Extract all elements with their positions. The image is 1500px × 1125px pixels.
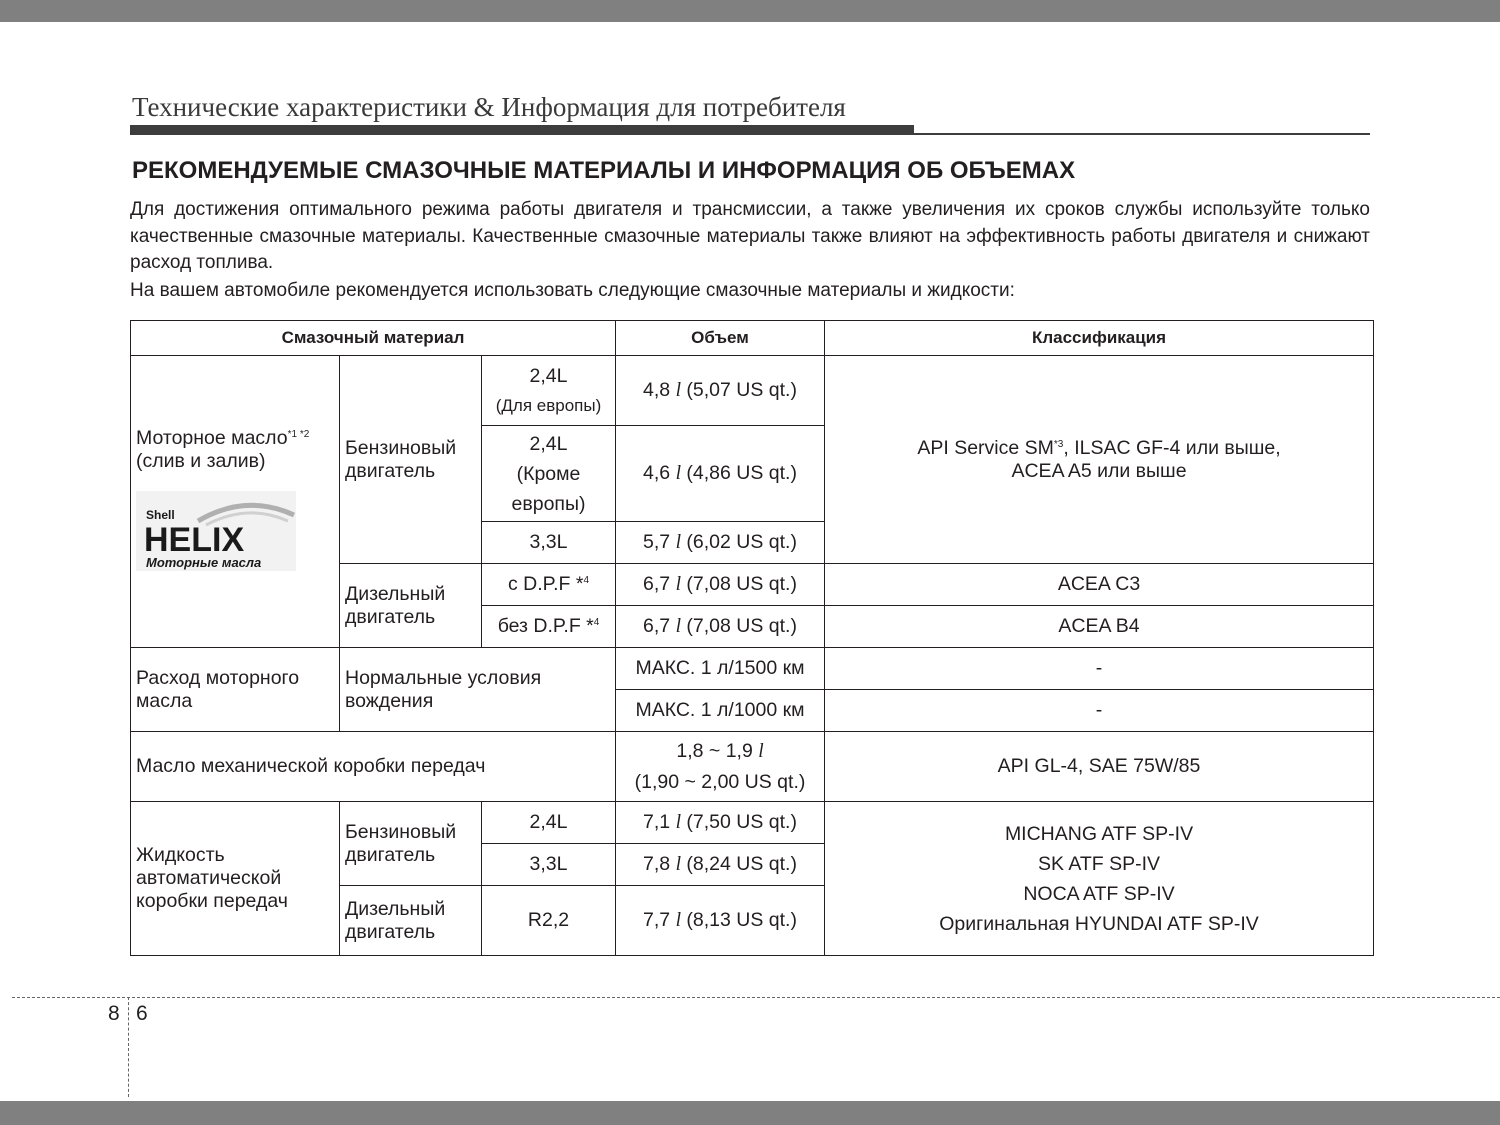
header-classification: Классификация bbox=[825, 321, 1374, 356]
engine-oil-label-cell bbox=[131, 356, 340, 648]
table-row bbox=[131, 648, 1374, 690]
driving-condition: Нормальные условия вождения bbox=[340, 648, 616, 732]
page-heading: РЕКОМЕНДУЕМЫЕ СМАЗОЧНЫЕ МАТЕРИАЛЫ И ИНФОРМАЦИЯ ОБ ОБЪЕМАХ bbox=[132, 157, 1076, 184]
shell-helix-logo bbox=[136, 491, 296, 571]
top-gray-band bbox=[0, 0, 1500, 22]
table-row bbox=[131, 356, 1374, 426]
table-header-row bbox=[131, 321, 1374, 356]
bottom-gray-band bbox=[0, 1101, 1500, 1125]
volume-cell: 6,7 l (7,08 US qt.) bbox=[616, 606, 825, 648]
svg-text:Shell: Shell bbox=[146, 507, 175, 522]
manual-trans-label: Масло механической коробки передач bbox=[131, 732, 616, 802]
svg-text:HELIX: HELIX bbox=[144, 520, 245, 559]
engine-type-gasoline: Бензиновый двигатель bbox=[340, 356, 482, 564]
chapter-number: 8 bbox=[108, 1002, 120, 1025]
engine-type-diesel: Дизельный двигатель bbox=[340, 886, 482, 956]
engine-type-diesel: Дизельный двигатель bbox=[340, 564, 482, 648]
engine-type-gasoline: Бензиновый двигатель bbox=[340, 802, 482, 886]
classification-cell: ACEA C3 bbox=[825, 564, 1374, 606]
footer-dashed-divider bbox=[128, 997, 129, 1097]
classification-cell: ACEA B4 bbox=[825, 606, 1374, 648]
page-number: 6 bbox=[136, 1002, 148, 1025]
classification-cell: - bbox=[825, 690, 1374, 732]
engine-oil-label: Моторное масло bbox=[136, 426, 288, 449]
table-row bbox=[131, 802, 1374, 844]
spec-cell: 2,4L (Кроме европы) bbox=[482, 426, 616, 522]
engine-oil-footnote: *1 *2 bbox=[287, 428, 310, 440]
header-lubricant: Смазочный материал bbox=[131, 321, 616, 356]
footer-dashed-line bbox=[12, 997, 1500, 998]
auto-trans-label: Жидкость автоматической коробки передач bbox=[131, 802, 340, 956]
volume-cell: 5,7 l (6,02 US qt.) bbox=[616, 522, 825, 564]
volume-cell: МАКС. 1 л/1500 км bbox=[616, 648, 825, 690]
volume-cell: 7,8 l (8,24 US qt.) bbox=[616, 844, 825, 886]
volume-cell: 6,7 l (7,08 US qt.) bbox=[616, 564, 825, 606]
svg-text:Моторные масла: Моторные масла bbox=[146, 554, 262, 570]
classification-atf: MICHANG ATF SP-IV SK ATF SP-IV NOCA ATF SP-IV Оригинальная HYUNDAI ATF SP-IV bbox=[825, 802, 1374, 956]
classification-cell: API GL-4, SAE 75W/85 bbox=[825, 732, 1374, 802]
lubricants-table bbox=[130, 320, 1374, 956]
spec-cell: R2,2 bbox=[482, 886, 616, 956]
header-volume: Объем bbox=[616, 321, 825, 356]
engine-oil-sublabel: (слив и залив) bbox=[136, 449, 266, 472]
oil-consumption-label: Расход моторного масла bbox=[131, 648, 340, 732]
volume-cell: 7,1 l (7,50 US qt.) bbox=[616, 802, 825, 844]
intro-paragraph: Для достижения оптимального режима работы двигателя и трансмиссии, а также увеличения их сроков службы используйте только качественные смазочные материалы. Качественные смазочные материалы также влияют на эффективность работы двигателя и снижают расход топлива. bbox=[130, 199, 1370, 273]
header-rule-thin bbox=[130, 133, 1370, 135]
spec-cell: с D.P.F *$^4$ bbox=[482, 564, 616, 606]
classification-gasoline-oil: API Service SM$^{*3}$, ILSAC GF-4 или выше, ACEA A5 или выше bbox=[825, 356, 1374, 564]
spec-cell: 2,4L bbox=[482, 802, 616, 844]
spec-cell: 3,3L bbox=[482, 522, 616, 564]
classification-cell: - bbox=[825, 648, 1374, 690]
volume-cell: 4,6 l (4,86 US qt.) bbox=[616, 426, 825, 522]
spec-cell: 3,3L bbox=[482, 844, 616, 886]
volume-cell: 4,8 l (5,07 US qt.) bbox=[616, 356, 825, 426]
spec-cell: 2,4L (Для европы) bbox=[482, 356, 616, 426]
volume-cell: 1,8 ~ 1,9 l (1,90 ~ 2,00 US qt.) bbox=[616, 732, 825, 802]
intro-paragraph-2: На вашем автомобиле рекомендуется использовать следующие смазочные материалы и жидкости: bbox=[130, 280, 1015, 301]
volume-cell: МАКС. 1 л/1000 км bbox=[616, 690, 825, 732]
spec-cell: без D.P.F *$^4$ bbox=[482, 606, 616, 648]
section-title: Технические характеристики & Информация для потребителя bbox=[132, 92, 846, 122]
table-row bbox=[131, 732, 1374, 802]
volume-cell: 7,7 l (8,13 US qt.) bbox=[616, 886, 825, 956]
